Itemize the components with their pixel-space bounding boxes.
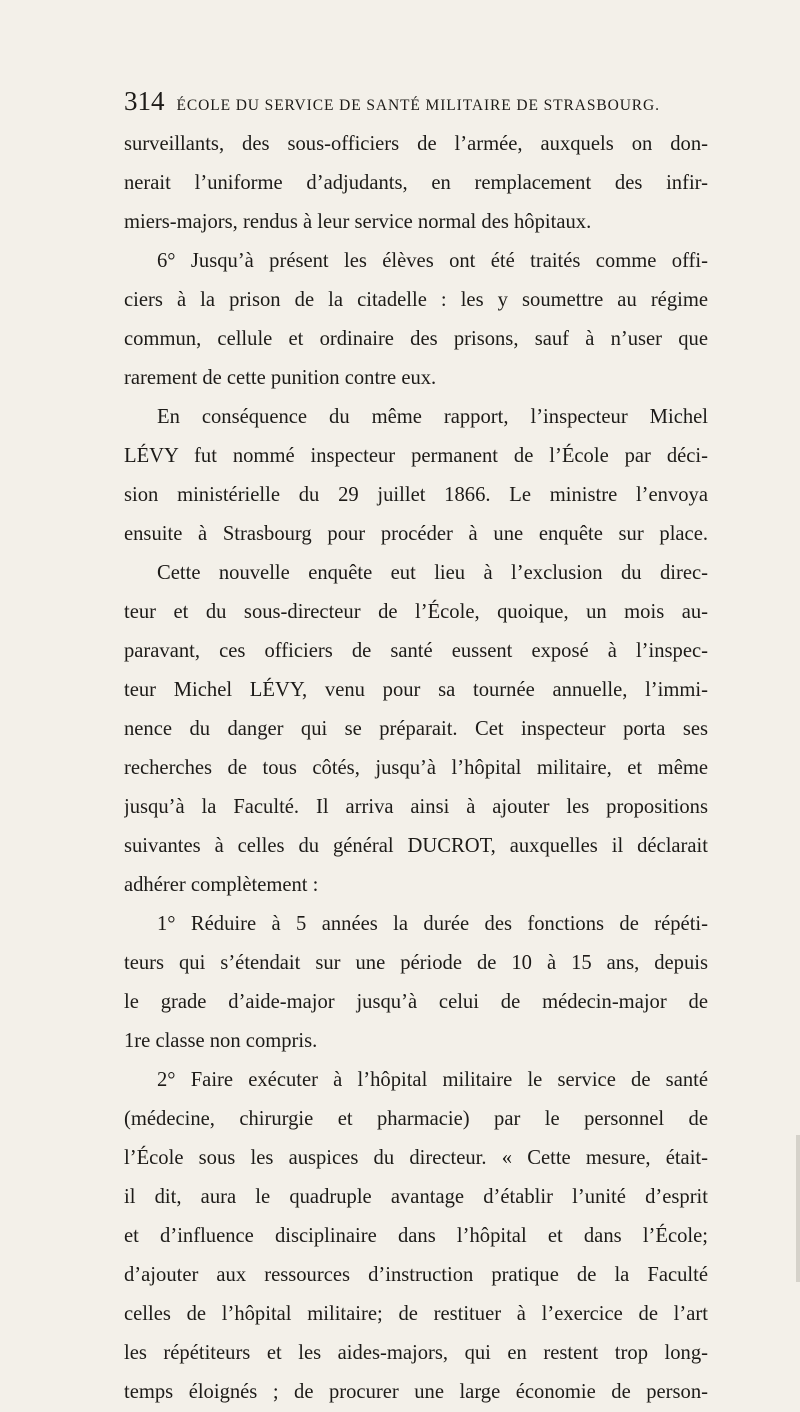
text-line: LÉVY fut nommé inspecteur permanent de l’École par déci- [124, 445, 708, 467]
text-line: Cette nouvelle enquête eut lieu à l’exclusion du direc- [157, 562, 708, 584]
text-line: il dit, aura le quadruple avantage d’établir l’unité d’esprit [124, 1186, 708, 1208]
text-line: l’École sous les auspices du directeur. « Cette mesure, était- [124, 1147, 708, 1169]
text-line: 2° Faire exécuter à l’hôpital militaire le service de santé [157, 1069, 708, 1091]
text-line: surveillants, des sous-officiers de l’armée, auxquels on don- [124, 133, 708, 155]
page-number: 314 [124, 86, 165, 116]
text-line: miers-majors, rendus à leur service normal des hôpitaux. [124, 211, 592, 233]
text-line: 6° Jusqu’à présent les élèves ont été traités comme offi- [157, 250, 708, 272]
text-line: d’ajouter aux ressources d’instruction pratique de la Faculté [124, 1264, 708, 1286]
running-title: ÉCOLE DU SERVICE DE SANTÉ MILITAIRE DE STRASBOURG. [176, 97, 660, 114]
text-line: nerait l’uniforme d’adjudants, en remplacement des infir- [124, 172, 708, 194]
text-line: teur et du sous-directeur de l’École, quoique, un mois au- [124, 601, 708, 623]
text-line: jusqu’à la Faculté. Il arriva ainsi à ajouter les propositions [124, 796, 708, 818]
text-line: (médecine, chirurgie et pharmacie) par le personnel de [124, 1108, 708, 1130]
text-line: suivantes à celles du général DUCROT, auxquelles il déclarait [124, 835, 708, 857]
text-line: recherches de tous côtés, jusqu’à l’hôpital militaire, et même [124, 757, 708, 779]
text-line: nence du danger qui se préparait. Cet inspecteur porta ses [124, 718, 708, 740]
text-line: 1re classe non compris. [124, 1030, 318, 1052]
running-head [124, 86, 704, 122]
text-line: le grade d’aide-major jusqu’à celui de médecin-major de [124, 991, 708, 1013]
text-line: adhérer complètement : [124, 874, 319, 896]
body-text [124, 125, 708, 1412]
text-line: 1° Réduire à 5 années la durée des fonctions de répéti- [157, 913, 708, 935]
text-line: temps éloignés ; de procurer une large économie de person- [124, 1381, 708, 1403]
text-line: les répétiteurs et les aides-majors, qui en restent trop long- [124, 1342, 708, 1364]
text-line: En conséquence du même rapport, l’inspecteur Michel [157, 406, 708, 428]
page-edge-shadow [796, 1135, 800, 1282]
text-line: commun, cellule et ordinaire des prisons, sauf à n’user que [124, 328, 708, 350]
text-line: ciers à la prison de la citadelle : les y soumettre au régime [124, 289, 708, 311]
text-line: rarement de cette punition contre eux. [124, 367, 437, 389]
text-line: sion ministérielle du 29 juillet 1866. Le ministre l’envoya [124, 484, 708, 506]
text-line: ensuite à Strasbourg pour procéder à une enquête sur place. [124, 523, 708, 545]
text-line: teur Michel LÉVY, venu pour sa tournée annuelle, l’immi- [124, 679, 708, 701]
text-line: teurs qui s’étendait sur une période de 10 à 15 ans, depuis [124, 952, 708, 974]
text-line: paravant, ces officiers de santé eussent exposé à l’inspec- [124, 640, 708, 662]
text-line: et d’influence disciplinaire dans l’hôpital et dans l’École; [124, 1225, 708, 1247]
text-line: celles de l’hôpital militaire; de restituer à l’exercice de l’art [124, 1303, 708, 1325]
